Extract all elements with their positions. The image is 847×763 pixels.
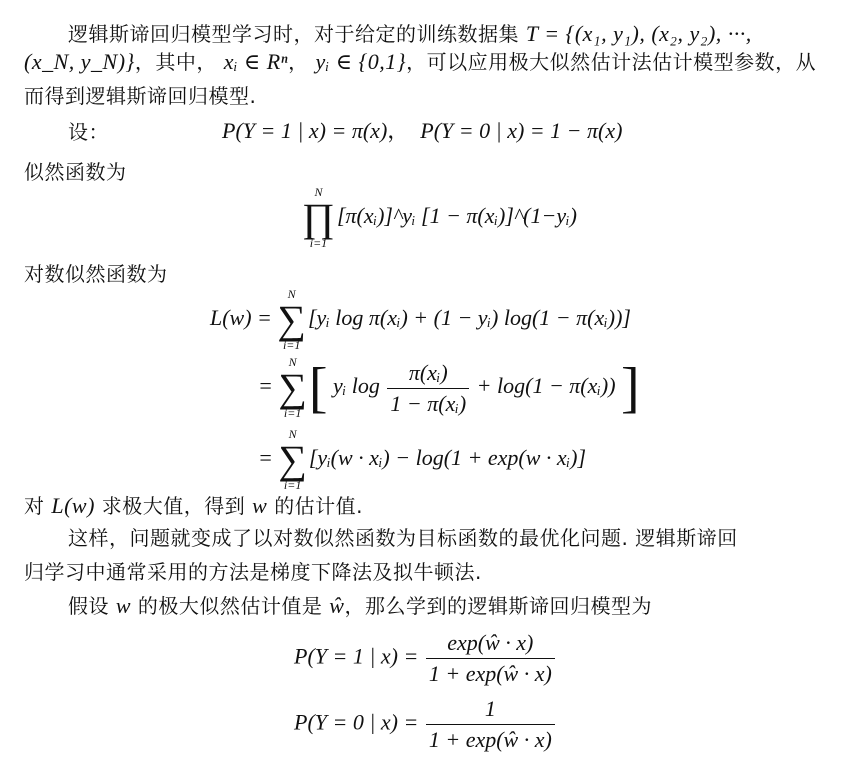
y-domain-formula: yᵢ ∈ {0,1} xyxy=(315,49,407,74)
w-symbol: w xyxy=(115,593,132,618)
loglik-label: 对数似然函数为 xyxy=(24,262,168,286)
x-domain-formula: xᵢ ∈ Rⁿ xyxy=(223,49,289,74)
loglik-term: yᵢ log xyxy=(333,373,380,399)
likelihood-label: 似然函数为 xyxy=(24,160,127,184)
lower-limit: i=1 xyxy=(283,478,302,492)
likelihood-body: [π(xᵢ)]^yᵢ [1 − π(xᵢ)]^(1−yᵢ) xyxy=(336,203,577,229)
upper-limit: N xyxy=(314,185,323,199)
numerator: 1 xyxy=(484,696,496,721)
w-symbol: w xyxy=(252,493,268,518)
maximize-line xyxy=(24,490,363,519)
odds-fraction xyxy=(387,360,469,417)
loglik-line-2: = N ∑ i=1 [ yᵢ log $\frac{\text{π(xᵢ)}}{\text{1 − π(xᵢ)}}$ + log(1 − π(xᵢ)) ] xyxy=(258,355,640,420)
text: ，那么学到的逻辑斯谛回归模型为 xyxy=(344,594,652,618)
text: 求极大值，得到 xyxy=(101,494,246,518)
model-lhs: P(Y = 1 | x) = xyxy=(294,643,419,669)
intro-line-2 xyxy=(24,46,816,75)
denominator: 1 + exp(ŵ · x) xyxy=(426,724,555,753)
denominator: 1 − π(xᵢ) xyxy=(387,388,469,417)
separator: ， xyxy=(387,118,410,143)
intro-line-1 xyxy=(68,18,752,47)
sum-operator: N ∑ i=1 xyxy=(277,287,306,352)
upper-limit: N xyxy=(287,287,296,301)
loglik-line-1 xyxy=(210,288,631,352)
model-lhs: P(Y = 0 | x) = xyxy=(294,709,419,735)
separator: ， xyxy=(288,50,309,74)
dataset-end-formula: (x_N, y_N)} xyxy=(24,49,135,74)
numerator: exp(ŵ · x) xyxy=(447,630,534,655)
model-fraction xyxy=(426,696,555,753)
loglik-term: + log(1 − π(xᵢ)) xyxy=(476,373,616,399)
upper-limit: N xyxy=(288,355,297,369)
model-fraction xyxy=(426,630,555,687)
intro-line-3: 而得到逻辑斯谛回归模型. xyxy=(24,84,257,108)
loglik-term: [yᵢ(w · xᵢ) − log(1 + exp(w · xᵢ)] xyxy=(308,445,587,471)
sum-operator: N ∑ i=1 xyxy=(278,355,307,420)
text: 对 xyxy=(24,494,45,518)
equals: = xyxy=(258,373,273,399)
product-operator: N ∏ i=1 xyxy=(302,185,335,250)
intro-text: ，其中， xyxy=(134,50,217,74)
text: 的极大似然估计值是 xyxy=(137,594,323,618)
loglik-term: [yᵢ log π(xᵢ) + (1 − yᵢ) log(1 − π(xᵢ))] xyxy=(307,305,631,331)
equals: = xyxy=(258,445,273,471)
upper-limit: N xyxy=(288,427,297,441)
let-label: 设： xyxy=(68,120,109,144)
sum-operator: N ∑ i=1 xyxy=(278,427,307,492)
let-equations xyxy=(222,114,622,145)
loglik-line-3 xyxy=(258,428,586,492)
loglik-symbol: L(w) xyxy=(51,493,95,518)
text: 假设 xyxy=(68,594,109,618)
w-hat-symbol: ŵ xyxy=(329,593,345,618)
model-eq-2 xyxy=(294,696,557,753)
dataset-formula: T = {(x₁, y₁), (x₂, y₂), ···, xyxy=(525,21,752,46)
estimate-line xyxy=(68,590,652,619)
optimization-line: 这样，问题就变成了以对数似然函数为目标函数的最优化问题. 逻辑斯谛回 xyxy=(68,526,738,550)
numerator: π(xᵢ) xyxy=(408,359,448,385)
lower-limit: i=1 xyxy=(283,406,302,420)
prob-y0-def: P(Y = 0 | x) = 1 − π(x) xyxy=(420,118,623,143)
lower-limit: i=1 xyxy=(309,236,328,250)
likelihood-formula xyxy=(302,186,577,250)
model-eq-1 xyxy=(294,630,557,687)
text: 的估计值. xyxy=(274,494,364,518)
methods-line: 归学习中通常采用的方法是梯度下降法及拟牛顿法. xyxy=(24,560,482,584)
intro-text: 逻辑斯谛回归模型学习时，对于给定的训练数据集 xyxy=(68,22,519,46)
lower-limit: i=1 xyxy=(282,338,301,352)
prob-y1-def: P(Y = 1 | x) = π(x) xyxy=(222,118,388,143)
denominator: 1 + exp(ŵ · x) xyxy=(426,658,555,687)
loglik-lhs: L(w) = xyxy=(210,305,272,331)
intro-text: ，可以应用极大似然估计法估计模型参数，从 xyxy=(406,50,817,74)
